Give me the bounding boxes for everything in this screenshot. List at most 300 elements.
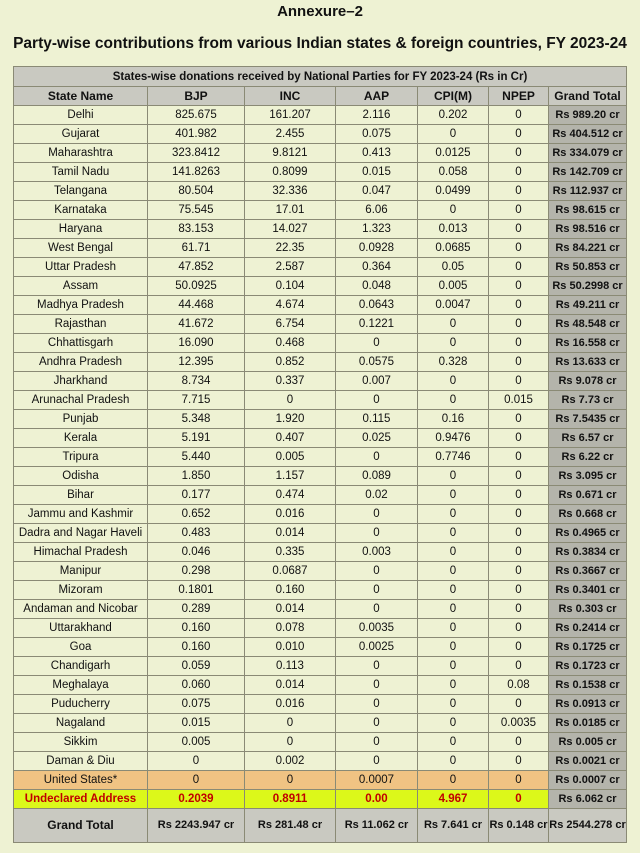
table-cell: 0.005 [245,448,336,467]
table-cell: 0.8099 [245,163,336,182]
table-cell-grand-total: Rs 0.4965 cr [549,524,627,543]
table-cell: 0.089 [336,467,418,486]
grand-total-inc: Rs 281.48 cr [245,809,336,843]
table-cell-grand-total: Rs 0.3401 cr [549,581,627,600]
table-row [14,429,627,448]
state-name-cell: Goa [14,638,148,657]
state-name-cell: West Bengal [14,239,148,258]
table-cell-grand-total: Rs 3.095 cr [549,467,627,486]
table-cell: 0 [336,695,418,714]
table-row [14,258,627,277]
grand-total-npep: Rs 0.148 cr [489,809,549,843]
table-cell: 0 [336,752,418,771]
table-row [14,239,627,258]
table-cell: 0.046 [148,543,245,562]
table-cell: 0.852 [245,353,336,372]
table-row [14,410,627,429]
state-name-cell: Himachal Pradesh [14,543,148,562]
annexure-label: Annexure–2 [277,3,363,20]
table-cell: 0.058 [418,163,489,182]
table-cell: 0 [489,581,549,600]
table-cell: 1.157 [245,467,336,486]
page-title: Party-wise contributions from various Indian states & foreign countries, FY 2023-24 [13,35,627,52]
table-cell: 0 [418,201,489,220]
table-row [14,125,627,144]
table-cell: 0 [336,714,418,733]
state-name-cell: Jammu and Kashmir [14,505,148,524]
grand-total-label: Grand Total [14,809,148,843]
table-cell-grand-total: Rs 989.20 cr [549,106,627,125]
table-cell: 0 [336,600,418,619]
state-name-cell: Madhya Pradesh [14,296,148,315]
table-cell: 161.207 [245,106,336,125]
table-cell: 0.0035 [489,714,549,733]
table-cell: 7.715 [148,391,245,410]
table-cell: 0 [489,752,549,771]
state-name-cell: Tamil Nadu [14,163,148,182]
column-header-npep: NPEP [489,87,549,106]
table-cell: 0 [489,125,549,144]
grand-total-aap: Rs 11.062 cr [336,809,418,843]
table-cell: 1.850 [148,467,245,486]
table-cell: 0 [418,638,489,657]
table-cell: 0.014 [245,600,336,619]
table-cell-grand-total: Rs 334.079 cr [549,144,627,163]
table-cell: 0.160 [148,619,245,638]
table-cell-grand-total: Rs 0.2414 cr [549,619,627,638]
table-cell: 4.967 [418,790,489,809]
table-cell: 0.483 [148,524,245,543]
table-cell: 0 [489,315,549,334]
table-cell: 0 [336,334,418,353]
table-cell: 0.005 [418,277,489,296]
table-cell: 12.395 [148,353,245,372]
table-cell-grand-total: Rs 0.1725 cr [549,638,627,657]
table-cell: 0 [489,410,549,429]
table-cell-grand-total: Rs 98.615 cr [549,201,627,220]
table-cell: 44.468 [148,296,245,315]
table-cell: 0 [489,524,549,543]
state-name-cell: Sikkim [14,733,148,752]
table-cell: 0.160 [245,581,336,600]
table-cell: 0 [489,543,549,562]
table-row [14,182,627,201]
table-row [14,277,627,296]
table-cell: 0.202 [418,106,489,125]
table-cell-grand-total: Rs 0.3834 cr [549,543,627,562]
state-name-cell: Punjab [14,410,148,429]
table-row [14,619,627,638]
table-cell: 0.059 [148,657,245,676]
table-row [14,353,627,372]
state-name-cell: Uttar Pradesh [14,258,148,277]
table-cell: 0.016 [245,505,336,524]
table-cell: 0 [245,714,336,733]
table-cell: 0 [418,695,489,714]
grand-total-cpim: Rs 7.641 cr [418,809,489,843]
table-cell: 0.413 [336,144,418,163]
table-cell-grand-total: Rs 404.512 cr [549,125,627,144]
table-cell: 4.674 [245,296,336,315]
table-cell-grand-total: Rs 7.5435 cr [549,410,627,429]
united-states-row [14,771,627,790]
table-cell: 2.116 [336,106,418,125]
table-caption: States-wise donations received by National Parties for FY 2023-24 (Rs in Cr) [14,67,627,87]
table-cell-grand-total: Rs 0.668 cr [549,505,627,524]
state-name-cell: Kerala [14,429,148,448]
state-name-cell: Arunachal Pradesh [14,391,148,410]
table-cell: 0 [418,771,489,790]
table-cell: 0 [336,524,418,543]
table-cell: 0.0125 [418,144,489,163]
table-row [14,201,627,220]
column-header-state: State Name [14,87,148,106]
table-cell: 0 [418,315,489,334]
state-name-cell: Bihar [14,486,148,505]
table-cell: 0 [336,581,418,600]
table-cell: 0.9476 [418,429,489,448]
table-cell: 0.015 [148,714,245,733]
table-cell: 0 [418,733,489,752]
grand-total-bjp: Rs 2243.947 cr [148,809,245,843]
table-cell: 0.0687 [245,562,336,581]
table-cell: 0 [418,619,489,638]
table-cell: 0 [489,106,549,125]
table-cell: 0 [418,125,489,144]
state-name-cell: Uttarakhand [14,619,148,638]
table-cell: 0 [489,619,549,638]
table-cell-grand-total: Rs 50.2998 cr [549,277,627,296]
table-cell: 0.289 [148,600,245,619]
table-row [14,638,627,657]
table-cell: 0 [489,429,549,448]
table-cell: 0.075 [148,695,245,714]
table-cell: 22.35 [245,239,336,258]
table-cell: 5.440 [148,448,245,467]
table-cell: 32.336 [245,182,336,201]
table-cell-grand-total: Rs 9.078 cr [549,372,627,391]
table-cell: 0 [418,543,489,562]
table-cell: 0 [418,714,489,733]
table-row [14,562,627,581]
table-row [14,296,627,315]
column-header-grand-total: Grand Total [549,87,627,106]
table-cell: 0.015 [489,391,549,410]
table-cell: 0 [418,467,489,486]
table-cell: 0.007 [336,372,418,391]
table-cell: 0 [336,733,418,752]
table-cell: 0 [418,562,489,581]
table-cell: 0.115 [336,410,418,429]
table-cell: 0 [418,676,489,695]
table-cell: 0 [418,752,489,771]
table-cell: 0.015 [336,163,418,182]
table-cell: 0.075 [336,125,418,144]
table-cell-grand-total: Rs 0.005 cr [549,733,627,752]
table-cell: 5.348 [148,410,245,429]
table-cell: 0.177 [148,486,245,505]
grand-total-row [14,809,627,843]
table-cell: 47.852 [148,258,245,277]
table-cell-grand-total: Rs 0.0913 cr [549,695,627,714]
table-cell: 0.0643 [336,296,418,315]
table-cell: 0.0007 [336,771,418,790]
table-row [14,733,627,752]
table-cell: 14.027 [245,220,336,239]
table-row [14,752,627,771]
table-cell: 0.335 [245,543,336,562]
table-cell: 0 [489,733,549,752]
table-cell-grand-total: Rs 0.303 cr [549,600,627,619]
table-row [14,334,627,353]
table-cell: 0.0928 [336,239,418,258]
table-cell: 0 [489,505,549,524]
table-cell: 0 [489,372,549,391]
state-name-cell: Nagaland [14,714,148,733]
table-cell: 0.00 [336,790,418,809]
table-cell: 1.323 [336,220,418,239]
state-name-cell: Gujarat [14,125,148,144]
table-row [14,486,627,505]
table-cell: 2.455 [245,125,336,144]
state-name-cell: Rajasthan [14,315,148,334]
table-caption-row [14,67,627,87]
table-cell: United States* [14,771,148,790]
state-name-cell: Karnataka [14,201,148,220]
table-cell: 0.7746 [418,448,489,467]
table-cell-grand-total: Rs 0.0007 cr [549,771,627,790]
state-name-cell: Puducherry [14,695,148,714]
table-row [14,163,627,182]
table-cell-grand-total: Rs 112.937 cr [549,182,627,201]
table-body [14,106,627,771]
table-cell: 0.0025 [336,638,418,657]
table-cell: 61.71 [148,239,245,258]
table-cell: 0 [245,391,336,410]
table-row [14,372,627,391]
table-row [14,144,627,163]
table-cell: 0.016 [245,695,336,714]
table-cell: 141.8263 [148,163,245,182]
table-cell: 0 [489,277,549,296]
table-cell: 0.078 [245,619,336,638]
table-cell: 0 [489,334,549,353]
state-name-cell: Telangana [14,182,148,201]
state-name-cell: Mizoram [14,581,148,600]
table-cell: 0.014 [245,676,336,695]
column-header-aap: AAP [336,87,418,106]
table-cell: 0.005 [148,733,245,752]
table-cell-grand-total: Rs 48.548 cr [549,315,627,334]
table-cell: 0.025 [336,429,418,448]
state-name-cell: Tripura [14,448,148,467]
table-cell: 0 [418,372,489,391]
table-cell-grand-total: Rs 0.3667 cr [549,562,627,581]
table-cell: 0.002 [245,752,336,771]
table-cell: 0.02 [336,486,418,505]
table-cell: 0.113 [245,657,336,676]
table-cell: 0 [148,752,245,771]
table-row [14,448,627,467]
table-cell: 2.587 [245,258,336,277]
table-cell-grand-total: Rs 6.062 cr [549,790,627,809]
table-cell: 0 [336,657,418,676]
table-cell: 0.0685 [418,239,489,258]
table-cell: 0 [418,334,489,353]
table-cell: 0 [418,391,489,410]
table-row [14,676,627,695]
table-cell: 75.545 [148,201,245,220]
state-name-cell: Dadra and Nagar Haveli [14,524,148,543]
table-cell: 0 [418,524,489,543]
table-cell: 0 [489,562,549,581]
table-cell: 0 [418,581,489,600]
table-cell: 83.153 [148,220,245,239]
table-cell: 0 [489,201,549,220]
table-row [14,581,627,600]
column-header-cpim: CPI(M) [418,87,489,106]
table-cell: 0 [148,771,245,790]
table-cell: 0 [489,182,549,201]
table-cell: 0 [489,163,549,182]
table-cell: 0.474 [245,486,336,505]
donations-table [13,66,627,843]
table-row [14,505,627,524]
table-cell: 0.1221 [336,315,418,334]
table-cell: 0.160 [148,638,245,657]
state-name-cell: Jharkhand [14,372,148,391]
table-cell: 0.014 [245,524,336,543]
table-cell: Undeclared Address [14,790,148,809]
table-row [14,714,627,733]
state-name-cell: Chhattisgarh [14,334,148,353]
table-cell: 5.191 [148,429,245,448]
table-header-row [14,87,627,106]
table-cell: 0 [418,486,489,505]
table-cell-grand-total: Rs 16.558 cr [549,334,627,353]
table-cell-grand-total: Rs 6.57 cr [549,429,627,448]
state-name-cell: Andaman and Nicobar [14,600,148,619]
table-cell-grand-total: Rs 0.1538 cr [549,676,627,695]
table-cell: 8.734 [148,372,245,391]
table-cell: 0 [489,239,549,258]
table-cell: 0 [336,676,418,695]
table-cell: 0 [489,486,549,505]
table-cell: 0 [336,505,418,524]
state-name-cell: Maharashtra [14,144,148,163]
table-cell: 16.090 [148,334,245,353]
table-cell: 41.672 [148,315,245,334]
table-row [14,220,627,239]
table-row [14,106,627,125]
state-name-cell: Chandigarh [14,657,148,676]
table-cell-grand-total: Rs 0.0185 cr [549,714,627,733]
table-cell-grand-total: Rs 49.211 cr [549,296,627,315]
column-header-bjp: BJP [148,87,245,106]
table-cell: 825.675 [148,106,245,125]
table-cell: 0.8911 [245,790,336,809]
table-cell: 0 [489,695,549,714]
table-cell: 0.047 [336,182,418,201]
table-row [14,467,627,486]
table-cell: 0.1801 [148,581,245,600]
table-cell: 0.0575 [336,353,418,372]
table-cell: 0.337 [245,372,336,391]
table-cell: 0 [489,638,549,657]
table-cell: 0 [336,562,418,581]
table-cell: 0.652 [148,505,245,524]
table-cell: 0 [418,505,489,524]
table-cell: 0.104 [245,277,336,296]
table-cell: 0 [489,448,549,467]
table-cell: 0.0047 [418,296,489,315]
table-cell: 0.298 [148,562,245,581]
column-header-inc: INC [245,87,336,106]
table-cell: 0 [489,144,549,163]
table-cell: 0 [245,733,336,752]
table-cell: 0.0035 [336,619,418,638]
table-cell: 0.08 [489,676,549,695]
table-cell: 0.048 [336,277,418,296]
table-cell: 50.0925 [148,277,245,296]
table-cell: 0 [418,600,489,619]
table-row [14,543,627,562]
table-cell: 0.468 [245,334,336,353]
state-name-cell: Andhra Pradesh [14,353,148,372]
table-cell: 0 [489,296,549,315]
table-cell: 1.920 [245,410,336,429]
table-cell-grand-total: Rs 0.0021 cr [549,752,627,771]
table-row [14,657,627,676]
table-cell: 0 [489,467,549,486]
state-name-cell: Meghalaya [14,676,148,695]
table-cell: 0.2039 [148,790,245,809]
state-name-cell: Manipur [14,562,148,581]
state-name-cell: Assam [14,277,148,296]
table-cell: 6.754 [245,315,336,334]
table-cell: 0 [489,600,549,619]
table-row [14,315,627,334]
table-cell: 0.060 [148,676,245,695]
table-cell-grand-total: Rs 13.633 cr [549,353,627,372]
table-cell: 0.0499 [418,182,489,201]
table-cell: 80.504 [148,182,245,201]
table-cell: 0.013 [418,220,489,239]
state-name-cell: Daman & Diu [14,752,148,771]
table-cell: 0.407 [245,429,336,448]
table-row [14,524,627,543]
grand-total-overall: Rs 2544.278 cr [549,809,627,843]
table-cell-grand-total: Rs 0.671 cr [549,486,627,505]
table-cell: 0.364 [336,258,418,277]
table-cell: 401.982 [148,125,245,144]
table-row [14,695,627,714]
table-cell: 0.328 [418,353,489,372]
table-cell: 0 [336,391,418,410]
table-cell: 0 [336,448,418,467]
table-cell: 0 [489,353,549,372]
table-cell: 0.05 [418,258,489,277]
table-cell: 6.06 [336,201,418,220]
table-cell-grand-total: Rs 7.73 cr [549,391,627,410]
table-cell-grand-total: Rs 0.1723 cr [549,657,627,676]
table-cell: 0 [489,258,549,277]
table-cell: 17.01 [245,201,336,220]
table-cell: 0 [489,657,549,676]
table-cell: 0 [489,790,549,809]
table-cell: 0.003 [336,543,418,562]
state-name-cell: Delhi [14,106,148,125]
